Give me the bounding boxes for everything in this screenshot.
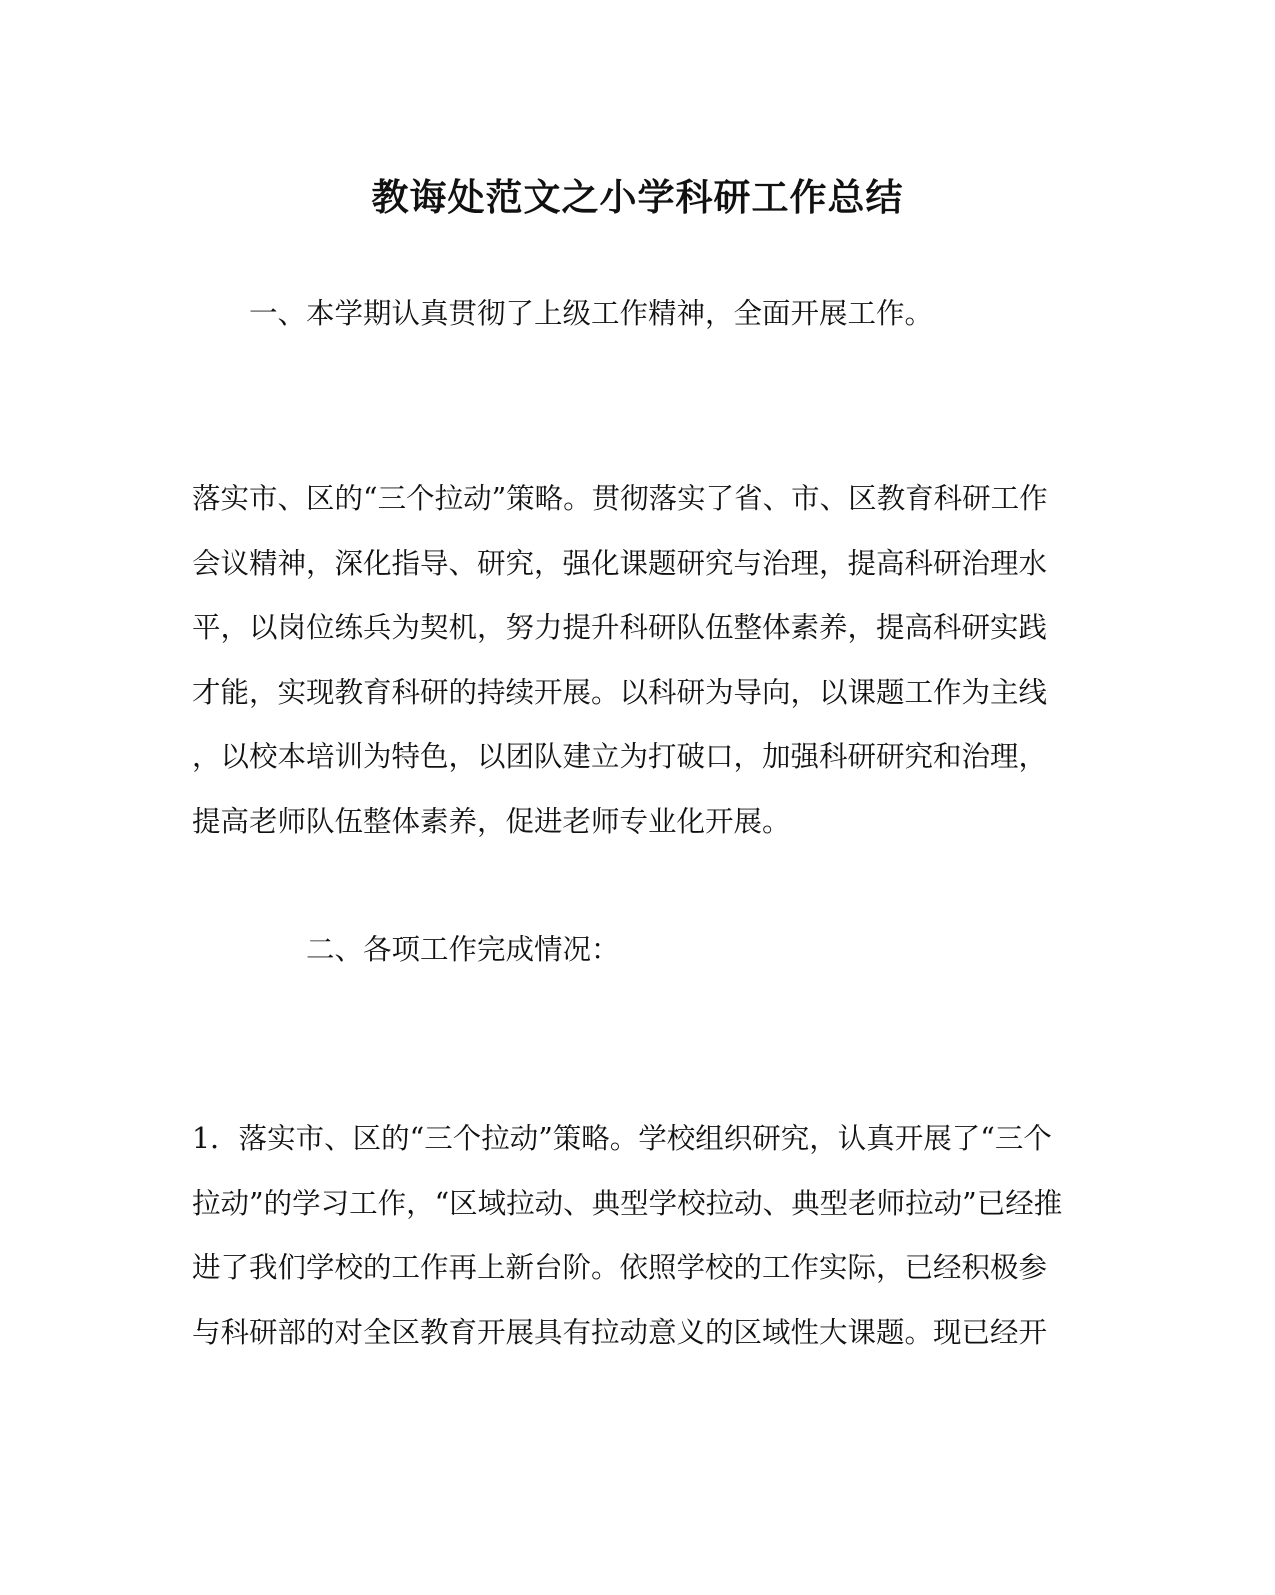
body-line: 1．落实市、区的“三个拉动”策略。学校组织研究，认真开展了“三个 — [192, 1122, 1052, 1155]
body-line: 平，以岗位练兵为契机，努力提升科研队伍整体素养，提高科研实践 — [192, 611, 1048, 644]
body-line: 进了我们学校的工作再上新台阶。依照学校的工作实际，已经积极参 — [192, 1251, 1048, 1284]
body-line: 提高老师队伍整体素养，促进老师专业化开展。 — [192, 804, 791, 838]
section-1-body — [192, 467, 1072, 854]
section-2-body — [192, 1107, 1072, 1365]
section-heading-2: 二、各项工作完成情况： — [306, 933, 620, 966]
section-heading-1: 一、本学期认真贯彻了上级工作精神，全面开展工作。 — [249, 297, 934, 330]
body-line: 拉动”的学习工作，“区域拉动、典型学校拉动、典型老师拉动”已经推 — [192, 1186, 1063, 1220]
document-title: 教诲处范文之小学科研工作总结 — [371, 175, 904, 219]
body-line: 与科研部的对全区教育开展具有拉动意义的区域性大课题。现已经开 — [192, 1315, 1048, 1349]
body-line: ，以校本培训为特色，以团队建立为打破口，加强科研研究和治理， — [192, 740, 1048, 773]
body-line: 才能，实现教育科研的持续开展。以科研为导向，以课题工作为主线 — [192, 675, 1048, 709]
body-line: 落实市、区的“三个拉动”策略。贯彻落实了省、市、区教育科研工作 — [192, 482, 1048, 515]
body-line: 会议精神，深化指导、研究，强化课题研究与治理，提高科研治理水 — [192, 546, 1048, 580]
